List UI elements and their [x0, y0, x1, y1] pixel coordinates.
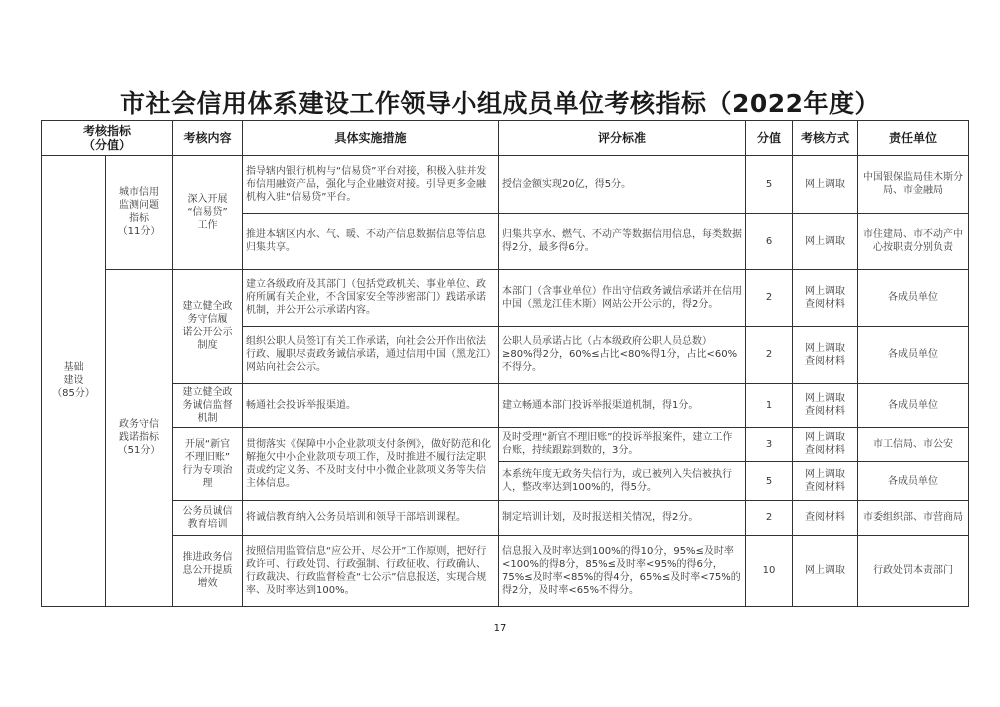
- header-criteria: 评分标准: [499, 121, 746, 156]
- document-title: 市社会信用体系建设工作领导小组成员单位考核指标（2022年度）: [119, 89, 881, 118]
- table-row: [42, 535, 969, 606]
- measures-cell: 推进本辖区内水、气、暖、不动产信息数据信息等信息归集共享。: [243, 213, 499, 269]
- score-cell: 6: [746, 213, 793, 269]
- measures-cell: 组织公职人员签订有关工作承诺，向社会公开作出依法行政、履职尽责政务诚信承诺，通过信用中国（黑龙江）网站向社会公示。: [243, 326, 499, 383]
- unit-cell: 各成员单位: [858, 269, 969, 326]
- criteria-cell: 本部门（含事业单位）作出守信政务诚信承诺并在信用中国（黑龙江佳木斯）网站公开公示的，得2分。: [499, 269, 746, 326]
- score-cell: 5: [746, 155, 793, 213]
- method-cell: 网上调取 查阅材料: [793, 269, 858, 326]
- content-cell: 深入开展 “信易贷” 工作: [173, 155, 243, 269]
- score-cell: 2: [746, 326, 793, 383]
- score-cell: 2: [746, 269, 793, 326]
- criteria-cell: 建立畅通本部门投诉举报渠道机制，得1分。: [499, 383, 746, 427]
- measures-cell: 贯彻落实《保障中小企业款项支付条例》，做好防范和化解拖欠中小企业款项专项工作，及时推进不履行法定职责或约定义务、不及时支付中小微企业款项义务等失信主体信息。: [243, 427, 499, 500]
- score-cell: 3: [746, 427, 793, 462]
- criteria-cell: 信息报入及时率达到100%的得10分，95%≤及时率<100%的得8分，85%≤及时率<95%的得6分，75%≤及时率<85%的得4分，65%≤及时率<75%的得2分，及时率<65%不得分。: [499, 535, 746, 606]
- header-method: 考核方式: [793, 121, 858, 156]
- content-cell: 开展“新官 不理旧账” 行为专项治 理: [173, 427, 243, 500]
- unit-cell: 市工信局、市公安: [858, 427, 969, 462]
- measures-cell: 将诚信教育纳入公务员培训和领导干部培训课程。: [243, 500, 499, 535]
- measures-cell: 指导辖内银行机构与“信易贷”平台对接，积极入驻并发布信用融资产品，强化与企业融资对接。引导更多金融机构入驻“信易贷”平台。: [243, 155, 499, 213]
- unit-cell: 行政处罚本责部门: [858, 535, 969, 606]
- score-cell: 1: [746, 383, 793, 427]
- unit-cell: 各成员单位: [858, 383, 969, 427]
- content-cell: 建立健全政 务守信履 诺公开公示 制度: [173, 269, 243, 383]
- content-cell: 公务员诚信 教育培训: [173, 500, 243, 535]
- table-row: [42, 269, 969, 326]
- subgroup-cell: 城市信用 监测问题 指标 （11分）: [106, 155, 173, 269]
- header-content: 考核内容: [173, 121, 243, 156]
- measures-cell: 畅通社会投诉举报渠道。: [243, 383, 499, 427]
- method-cell: 网上调取: [793, 155, 858, 213]
- criteria-cell: 制定培训计划，及时报送相关情况，得2分。: [499, 500, 746, 535]
- header-score: 分值: [746, 121, 793, 156]
- header-measures: 具体实施措施: [243, 121, 499, 156]
- header-indicator: 考核指标 （分值）: [42, 121, 173, 156]
- method-cell: 网上调取 查阅材料: [793, 427, 858, 462]
- header-row: [42, 121, 969, 156]
- table-row: [42, 155, 969, 213]
- method-cell: 查阅材料: [793, 500, 858, 535]
- criteria-cell: 授信金额实现20亿，得5分。: [499, 155, 746, 213]
- measures-cell: 建立各级政府及其部门（包括党政机关、事业单位、政府所属有关企业，不含国家安全等涉密部门）践诺承诺机制，并公开公示承诺内容。: [243, 269, 499, 326]
- unit-cell: 市委组织部、市营商局: [858, 500, 969, 535]
- table-row: [42, 500, 969, 535]
- score-cell: 5: [746, 462, 793, 501]
- method-cell: 网上调取 查阅材料: [793, 383, 858, 427]
- criteria-cell: 归集共享水、燃气、不动产等数据信用信息，每类数据得2分，最多得6分。: [499, 213, 746, 269]
- header-unit: 责任单位: [858, 121, 969, 156]
- table-row: [42, 427, 969, 462]
- criteria-cell: 及时受理“新官不理旧账”的投诉举报案件，建立工作台账，持续跟踪到数的，3分。: [499, 427, 746, 462]
- criteria-cell: 本系统年度无政务失信行为，或已被列入失信被执行人，整改率达到100%的，得5分。: [499, 462, 746, 501]
- unit-cell: 各成员单位: [858, 326, 969, 383]
- content-cell: 建立健全政 务诚信监督 机制: [173, 383, 243, 427]
- method-cell: 网上调取 查阅材料: [793, 462, 858, 501]
- content-cell: 推进政务信 息公开提质 增效: [173, 535, 243, 606]
- score-cell: 10: [746, 535, 793, 606]
- score-cell: 2: [746, 500, 793, 535]
- criteria-cell: 公职人员承诺占比（占本级政府公职人员总数）≥80%得2分，60%≤占比<80%得1分，占比<60%不得分。: [499, 326, 746, 383]
- unit-cell: 市住建局、市不动产中心按职责分别负责: [858, 213, 969, 269]
- category-cell: 基础 建设 （85分）: [42, 155, 106, 606]
- table-row: [42, 383, 969, 427]
- assessment-table: [41, 120, 969, 607]
- unit-cell: 各成员单位: [858, 462, 969, 501]
- method-cell: 网上调取: [793, 535, 858, 606]
- measures-cell: 按照信用监管信息“应公开、尽公开”工作原则，把好行政许可、行政处罚、行政强制、行政征收、行政确认、行政裁决、行政监督检查“七公示”信息报送，实现合规率、及时率达到100%。: [243, 535, 499, 606]
- unit-cell: 中国银保监局佳木斯分局、市金融局: [858, 155, 969, 213]
- method-cell: 网上调取 查阅材料: [793, 326, 858, 383]
- subgroup-cell: 政务守信 践诺指标 （51分）: [106, 269, 173, 606]
- method-cell: 网上调取: [793, 213, 858, 269]
- page-number: 17: [493, 623, 507, 634]
